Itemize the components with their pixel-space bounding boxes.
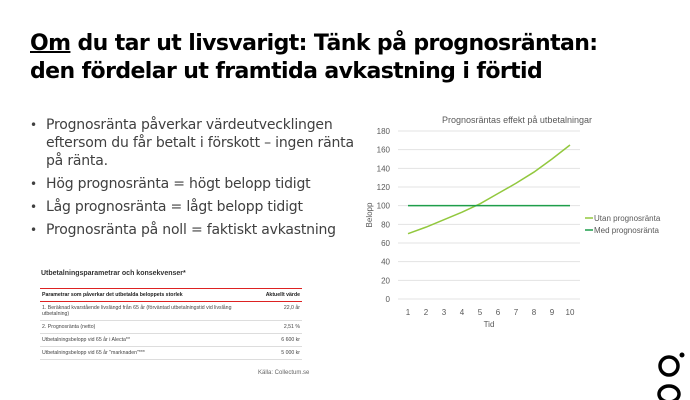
title-line-1: du tar ut livsvarigt: Tänk på prognosräntan: [70, 31, 598, 56]
y-tick-label: 120 [376, 183, 390, 192]
table-row [40, 347, 302, 360]
brand-logo-icon [655, 350, 690, 400]
bullet-item: • Prognosränta påverkar värdeutvecklingen eftersom du får betalt i förskott – ingen ränta på ränta. [28, 116, 358, 170]
line-chart [360, 110, 690, 335]
y-tick-label: 60 [381, 239, 390, 248]
chart-title: Prognosräntas effekt på utbetalningar [442, 115, 592, 125]
x-tick-label: 4 [459, 308, 465, 317]
x-tick-label: 3 [441, 308, 447, 317]
y-tick-label: 20 [381, 276, 390, 286]
title-underlined-word: Om [30, 31, 71, 56]
x-tick-label: 2 [423, 308, 429, 317]
x-tick-label: 7 [513, 308, 519, 317]
y-tick-label: 100 [376, 201, 390, 211]
y-tick-label: 180 [376, 127, 390, 136]
y-tick-label: 140 [376, 164, 390, 174]
table-header [40, 288, 302, 302]
bullet-list [28, 116, 358, 244]
table-row [40, 302, 302, 321]
x-tick-label: 6 [495, 308, 501, 317]
x-tick-label: 1 [405, 308, 411, 317]
legend-label: Utan prognosränta [594, 214, 661, 223]
x-axis-label: Tid [483, 320, 495, 329]
source-note: Källa: Collectum.se [258, 370, 310, 376]
y-tick-label: 0 [385, 295, 390, 304]
bullet-item: • Låg prognosränta = lågt belopp tidigt [28, 198, 358, 216]
title-line-2: den fördelar ut framtida avkastning i förtid [30, 59, 543, 84]
table-row [40, 321, 302, 334]
row-label: Utbetalningsbelopp vid 65 år "marknaden"*** [42, 350, 145, 356]
slide-title [30, 30, 598, 86]
row-label: Utbetalningsbelopp vid 65 år i Alecta** [42, 337, 130, 343]
row-label: 1. Beräknad kvarstående livslängd från 65 år (förväntad utbetalningstid vid livslång utbetalning) [42, 305, 232, 317]
legend-label: Med prognosränta [594, 226, 659, 235]
row-value: 2,51 % [283, 324, 300, 330]
x-tick-label: 5 [477, 308, 483, 317]
table-row [40, 334, 302, 347]
y-axis-label: Belopp [365, 202, 374, 228]
bullet-item: • Hög prognosränta = högt belopp tidigt [28, 175, 358, 193]
table-title: Utbetalningsparametrar och konsekvenser* [41, 270, 186, 277]
bullet-item: • Prognosränta på noll = faktiskt avkastning [28, 221, 358, 239]
y-tick-label: 80 [381, 220, 390, 230]
row-label: 2. Prognosränta (netto) [42, 324, 96, 330]
parameters-table [40, 288, 302, 360]
row-value: 22,0 år [283, 305, 300, 311]
series-line [408, 145, 570, 234]
row-value: 6 600 kr [281, 337, 300, 343]
header-left: Parametrar som påverkar det utbetalda beloppets storlek [42, 292, 183, 298]
y-tick-label: 40 [381, 257, 390, 267]
x-tick-label: 10 [565, 308, 575, 317]
row-value: 5 000 kr [281, 350, 300, 356]
x-tick-label: 8 [531, 308, 537, 317]
header-right: Aktuellt värde [265, 292, 300, 298]
y-tick-label: 160 [376, 145, 390, 155]
x-tick-label: 9 [549, 308, 555, 317]
